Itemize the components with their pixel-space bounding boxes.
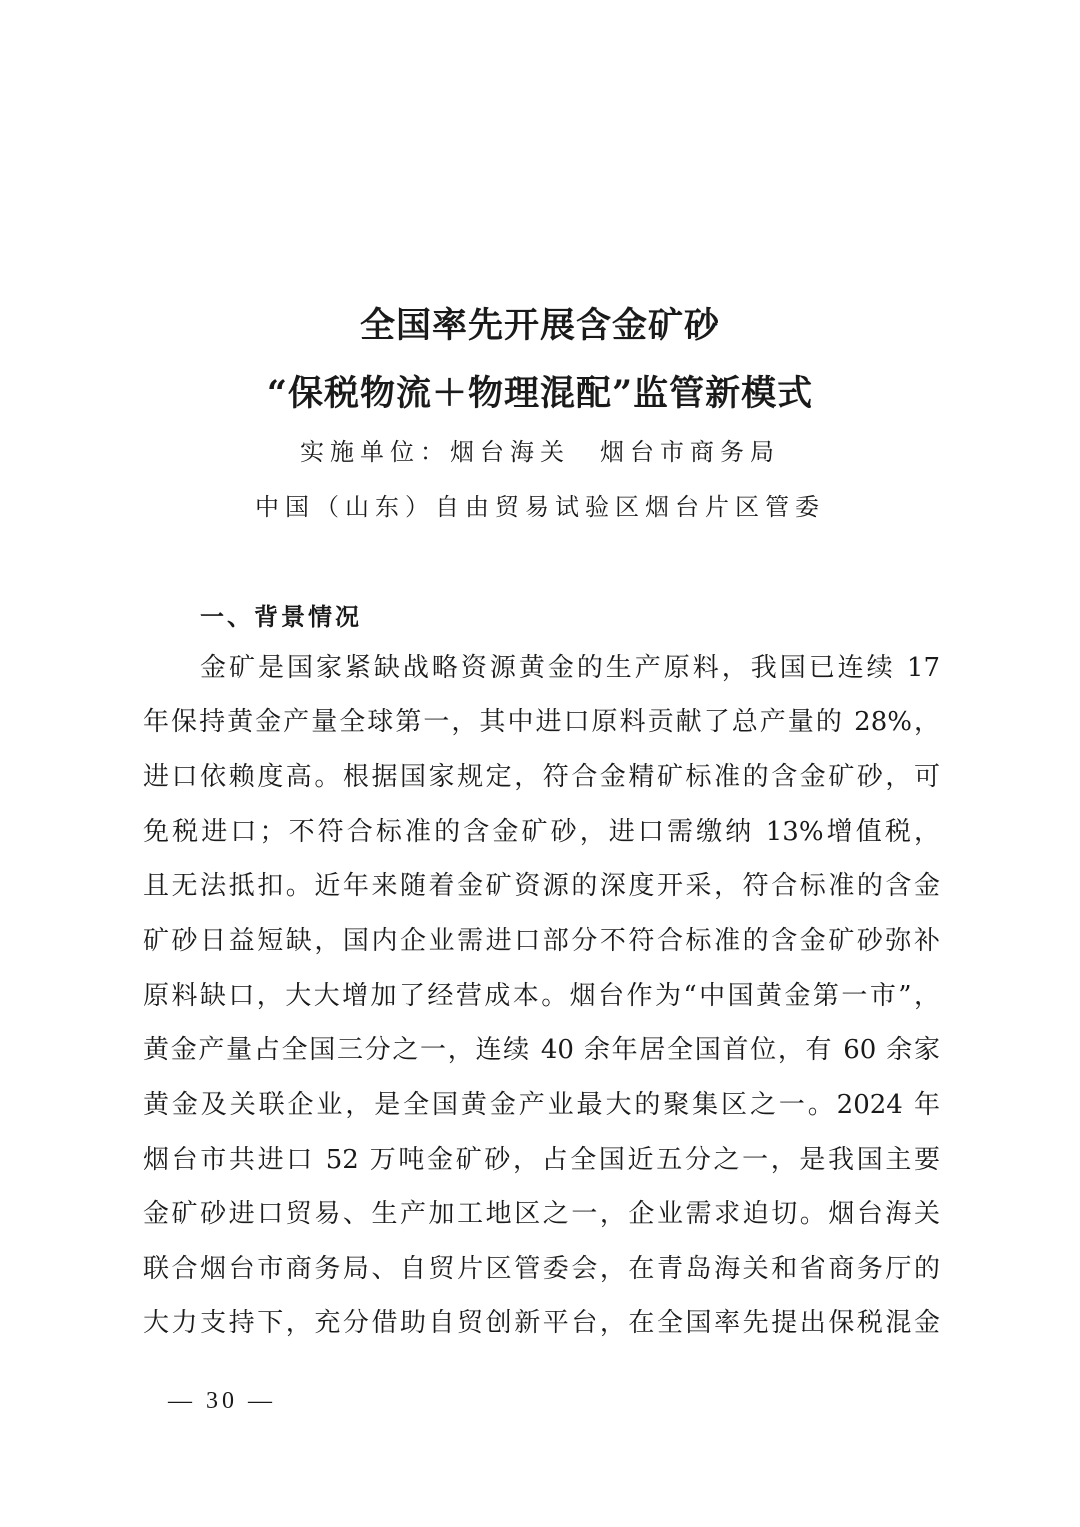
body-line: 进口依赖度高。根据国家规定，符合金精矿标准的含金矿砂，可 [143,762,940,792]
document-title-line-1: 全国率先开展含金矿砂 [359,305,720,346]
body-line: 金矿砂进口贸易、生产加工地区之一，企业需求迫切。烟台海关 [143,1199,940,1229]
body-line: 联合烟台市商务局、自贸片区管委会，在青岛海关和省商务厅的 [143,1254,940,1284]
section-heading: 一、背景情况 [200,602,362,631]
body-line: 原料缺口，大大增加了经营成本。烟台作为“中国黄金第一市”， [143,981,940,1011]
document-title-line-2: “保税物流＋物理混配”监管新模式 [266,373,814,414]
page-number: — 30 — [168,1388,276,1414]
body-line: 大力支持下，充分借助自贸创新平台，在全国率先提出保税混金 [143,1308,940,1338]
body-line: 黄金产量占全国三分之一，连续 40 余年居全国首位，有 60 余家 [143,1035,940,1065]
implementers-line-1: 实施单位：烟台海关 烟台市商务局 [300,438,780,466]
body-line: 年保持黄金产量全球第一，其中进口原料贡献了总产量的 28%， [143,707,940,737]
body-line: 金矿是国家紧缺战略资源黄金的生产原料，我国已连续 17 [200,653,940,683]
body-line: 且无法抵扣。近年来随着金矿资源的深度开采，符合标准的含金 [143,871,940,901]
implementers-line-2: 中国（山东）自由贸易试验区烟台片区管委 [255,493,825,521]
body-line: 免税进口；不符合标准的含金矿砂，进口需缴纳 13%增值税， [143,817,940,847]
body-line: 黄金及关联企业，是全国黄金产业最大的聚集区之一。2024 年 [143,1090,940,1120]
body-line: 烟台市共进口 52 万吨金矿砂，占全国近五分之一，是我国主要 [143,1145,940,1175]
body-line: 矿砂日益短缺，国内企业需进口部分不符合标准的含金矿砂弥补 [143,926,940,956]
